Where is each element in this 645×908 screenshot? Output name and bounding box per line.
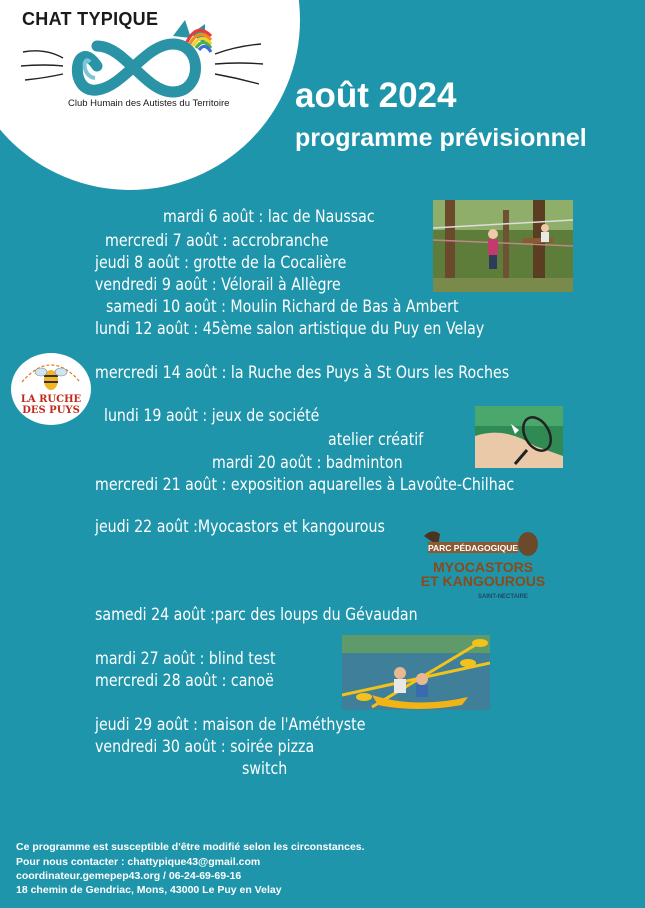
program-line: jeudi 8 août : grotte de la Cocalière: [95, 253, 347, 272]
logo-title: CHAT TYPIQUE: [22, 9, 159, 29]
program-line: mardi 20 août : badminton: [212, 453, 403, 472]
parc-bottom: SAINT-NECTAIRE: [478, 594, 528, 600]
program-subtitle: programme prévisionnel: [295, 124, 587, 152]
program-line: mardi 6 août : lac de Naussac: [163, 207, 375, 226]
month-title: août 2024: [295, 76, 457, 115]
program-line: switch: [242, 759, 288, 778]
program-line: mercredi 7 août : accrobranche: [105, 231, 329, 250]
program-line: mardi 27 août : blind test: [95, 649, 276, 668]
program-line: mercredi 14 août : la Ruche des Puys à St Ours les Roches: [95, 363, 510, 382]
ruche-des-puys-logo-icon: [10, 352, 92, 426]
program-line: jeudi 22 août :Myocastors et kangourous: [95, 517, 385, 536]
program-line: vendredi 9 août : Vélorail à Allègre: [95, 275, 341, 294]
footer-address: 18 chemin de Gendriac, Mons, 43000 Le Puy en Velay: [16, 884, 282, 896]
parc-pedagogique-logo-icon: [420, 528, 546, 604]
program-line: samedi 10 août : Moulin Richard de Bas à Ambert: [106, 297, 459, 316]
parc-line1: MYOCASTORS: [432, 559, 534, 575]
accrobranche-photo: [433, 200, 573, 292]
parc-top: PARC PÉDAGOGIQUE: [427, 543, 519, 553]
ruche-line2: DES PUYS: [22, 405, 80, 416]
program-line: atelier créatif: [328, 430, 424, 449]
program-line: lundi 19 août : jeux de société: [104, 406, 320, 425]
canoe-photo: [342, 635, 490, 710]
program-line: vendredi 30 août : soirée pizza: [95, 737, 315, 756]
footer-contact-phone: coordinateur.gemepep43.org / 06-24-69-69-16: [16, 870, 242, 882]
program-line: samedi 24 août :parc des loups du Gévaudan: [95, 605, 418, 624]
footer-contact-email: Pour nous contacter : chattypique43@gmail.com: [16, 856, 261, 868]
program-line: mercredi 28 août : canoë: [95, 671, 274, 690]
ruche-line1: LA RUCHE: [20, 394, 82, 405]
footer-disclaimer: Ce programme est susceptible d'être modifié selon les circonstances.: [16, 841, 365, 853]
badminton-photo: [475, 406, 563, 468]
program-line: mercredi 21 août : exposition aquarelles à Lavoûte-Chilhac: [95, 475, 515, 494]
program-line: lundi 12 août : 45ème salon artistique du Puy en Velay: [95, 319, 485, 338]
logo-subtitle: Club Humain des Autistes du Territoire: [68, 98, 230, 109]
program-line: jeudi 29 août : maison de l'Améthyste: [95, 715, 366, 734]
parc-line2: ET KANGOUROUS: [420, 573, 546, 589]
